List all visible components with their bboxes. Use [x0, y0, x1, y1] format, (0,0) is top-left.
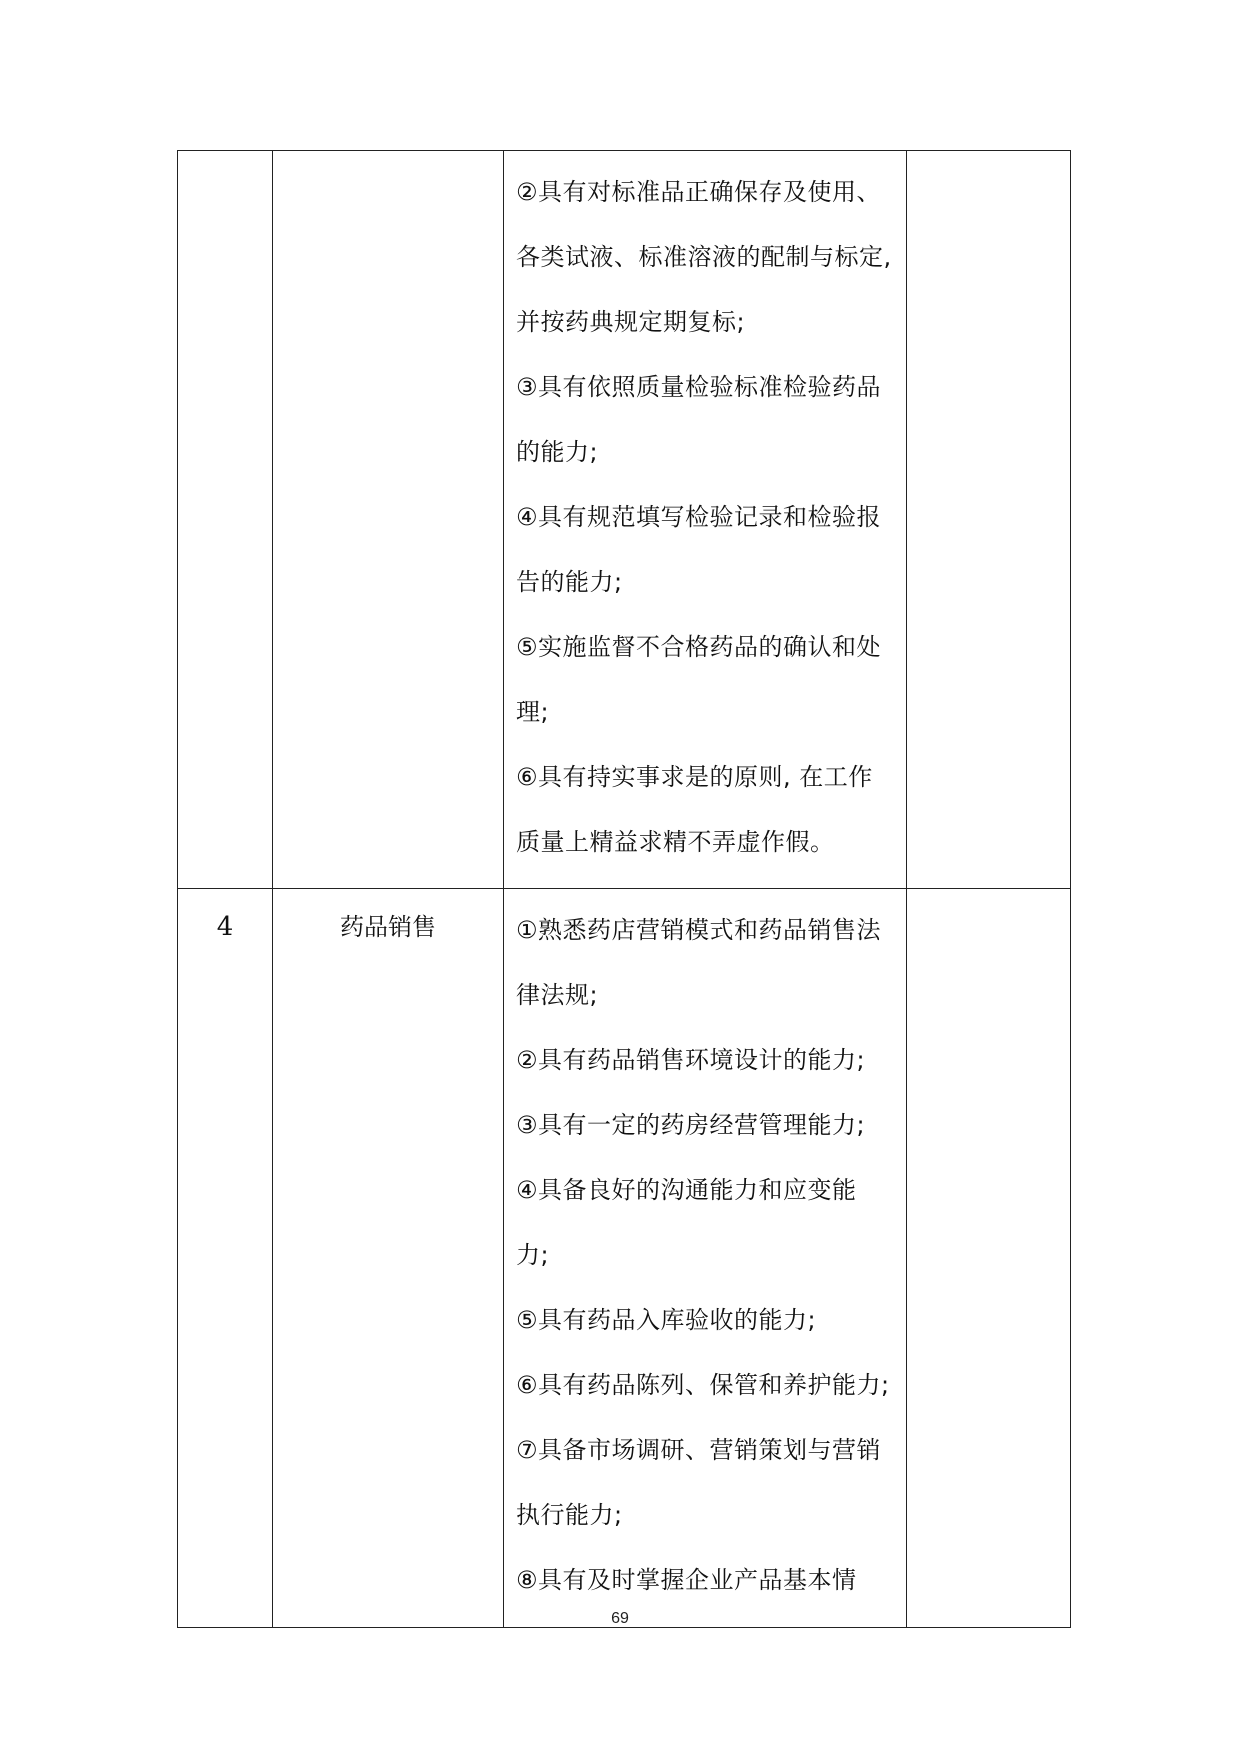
content-line: 执行能力;	[516, 1501, 623, 1529]
remark-cell	[907, 889, 1071, 1628]
content-line: ②具有药品销售环境设计的能力;	[516, 1046, 866, 1074]
content-line: 并按药典规定期复标;	[516, 308, 746, 336]
content-line: ⑤实施监督不合格药品的确认和处	[516, 633, 882, 661]
row-number-cell: 4	[178, 889, 273, 1628]
ability-content-cell	[504, 889, 907, 1628]
row-number-cell	[178, 151, 273, 889]
content-line: 质量上精益求精不弄虚作假。	[516, 828, 835, 856]
task-name-cell	[273, 151, 504, 889]
content-line: 的能力;	[516, 438, 599, 466]
content-line: ③具有一定的药房经营管理能力;	[516, 1111, 866, 1139]
content-line: 律法规;	[516, 981, 599, 1009]
content-line: 告的能力;	[516, 568, 623, 596]
content-line: 各类试液、标准溶液的配制与标定,	[516, 243, 892, 271]
content-line: ⑦具备市场调研、营销策划与营销	[516, 1436, 882, 1464]
content-line: ②具有对标准品正确保存及使用、	[516, 178, 882, 206]
content-line: ③具有依照质量检验标准检验药品	[516, 373, 882, 401]
content-line: ①熟悉药店营销模式和药品销售法	[516, 916, 882, 944]
remark-cell	[907, 151, 1071, 889]
content-line: ④具有规范填写检验记录和检验报	[516, 503, 882, 531]
table-row	[178, 151, 1071, 889]
content-line: 力;	[516, 1241, 550, 1269]
ability-table	[177, 150, 1071, 1628]
task-name-cell: 药品销售	[273, 889, 504, 1628]
content-line: ⑤具有药品入库验收的能力;	[516, 1306, 817, 1334]
content-line: 理;	[516, 698, 550, 726]
content-line: ④具备良好的沟通能力和应变能	[516, 1176, 857, 1204]
content-line: ⑥具有药品陈列、保管和养护能力;	[516, 1371, 890, 1399]
table-row	[178, 889, 1071, 1628]
page-number: 69	[611, 1610, 629, 1627]
ability-content-cell	[504, 151, 907, 889]
content-line: ⑥具有持实事求是的原则, 在工作	[516, 763, 873, 791]
content-line: ⑧具有及时掌握企业产品基本情	[516, 1566, 857, 1594]
